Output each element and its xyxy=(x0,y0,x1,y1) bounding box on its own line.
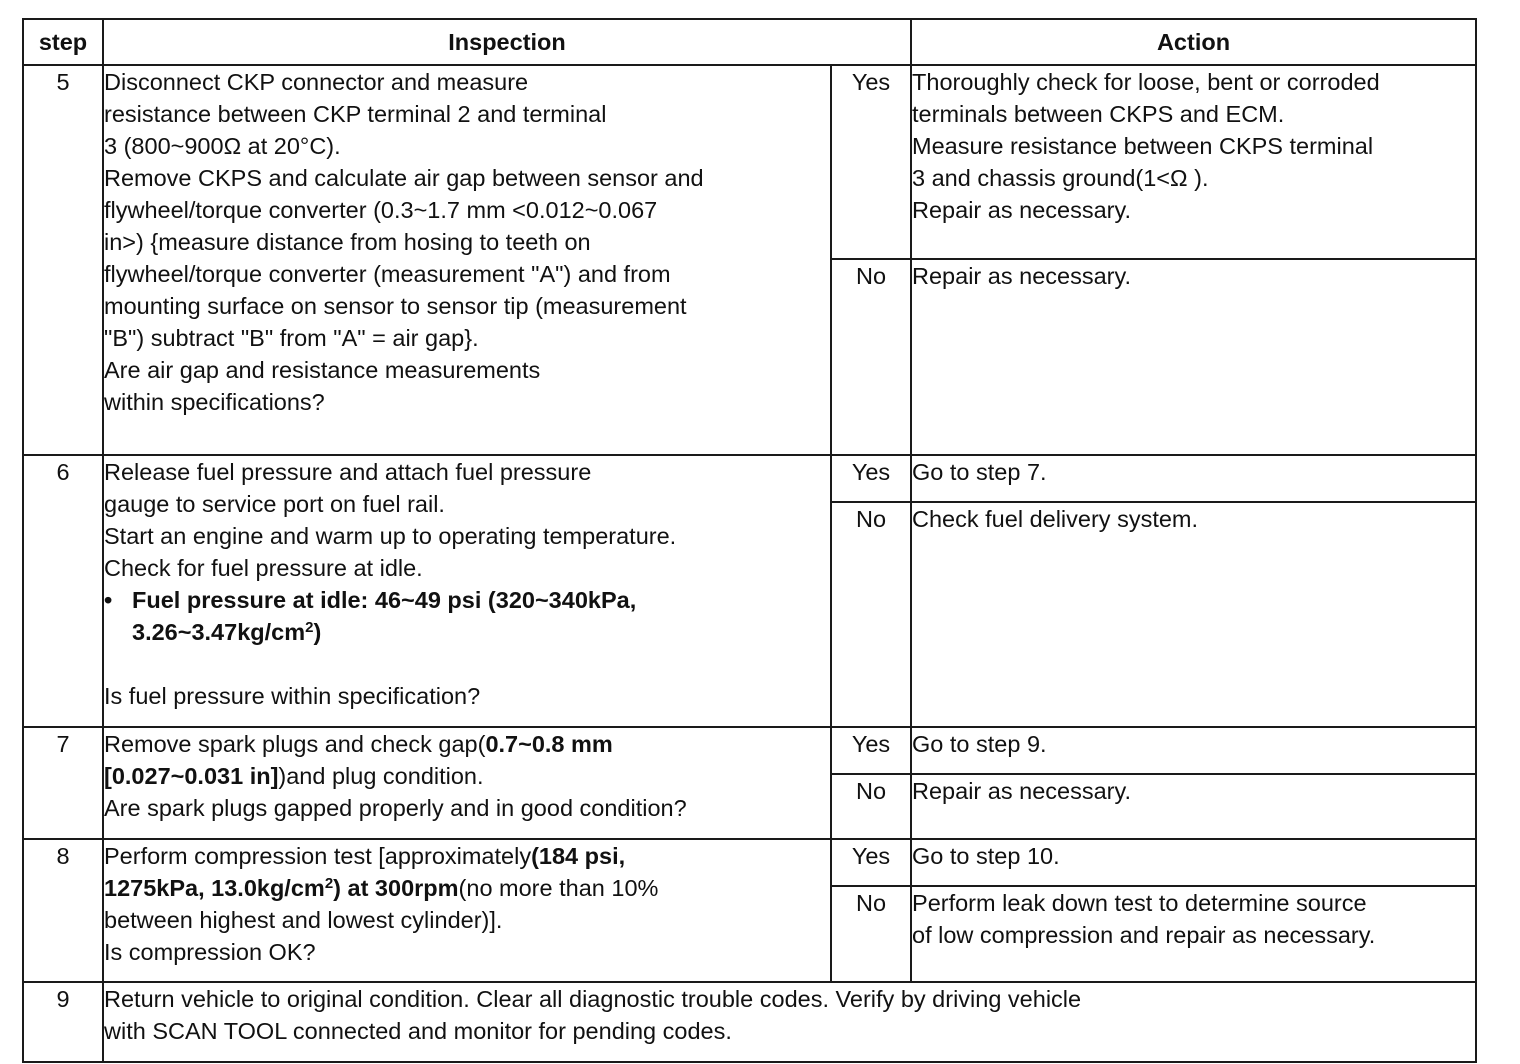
inspection-line xyxy=(104,728,830,760)
action-line: 3 and chassis ground(1<Ω ). xyxy=(912,165,1209,191)
no-action-cell xyxy=(911,774,1476,839)
no-action-cell xyxy=(911,886,1476,982)
step-number: 8 xyxy=(23,839,103,982)
inspection-line xyxy=(104,840,830,872)
compression-spec: 1275kPa, 13.0kg/cm xyxy=(104,875,325,901)
yes-label: Yes xyxy=(831,839,911,886)
no-label: No xyxy=(831,886,911,982)
inspection-text: Perform compression test [approximately xyxy=(104,843,532,869)
spec-bullet: • Fuel pressure at idle: 46~49 psi (320~340kPa, xyxy=(104,584,830,616)
header-action: Action xyxy=(911,19,1476,65)
yes-action-cell xyxy=(911,455,1476,502)
step-row-7 xyxy=(23,727,1476,774)
yes-label: Yes xyxy=(831,455,911,502)
no-action-cell xyxy=(911,259,1476,455)
step-row-5 xyxy=(23,65,1476,259)
inspection-line: Release fuel pressure and attach fuel pressure xyxy=(104,459,592,485)
header-row xyxy=(23,19,1476,65)
inspection-line: 3 (800~900Ω at 20°C). xyxy=(104,133,341,159)
step-number: 9 xyxy=(23,982,103,1062)
spec-value: 3.26~3.47kg/cm xyxy=(132,619,306,645)
inspection-line: gauge to service port on fuel rail. xyxy=(104,491,445,517)
yes-action-cell xyxy=(911,839,1476,886)
step-row-8 xyxy=(23,839,1476,886)
action-line: terminals between CKPS and ECM. xyxy=(912,101,1285,127)
gap-spec-inches: [0.027~0.031 in] xyxy=(104,763,279,789)
step-row-9 xyxy=(23,982,1476,1062)
diagnostic-table xyxy=(22,18,1477,1063)
action-line: Measure resistance between CKPS terminal xyxy=(912,133,1374,159)
inspection-cell xyxy=(103,727,831,839)
inspection-line: Are air gap and resistance measurements xyxy=(104,357,541,383)
yes-action-cell xyxy=(911,727,1476,774)
yes-label: Yes xyxy=(831,727,911,774)
inspection-line xyxy=(104,760,830,792)
spec-bullet-continuation xyxy=(104,616,830,648)
inspection-line: in>) {measure distance from hosing to teeth on xyxy=(104,229,591,255)
inspection-line xyxy=(104,872,830,904)
spacer xyxy=(104,648,830,680)
inspection-line: Disconnect CKP connector and measure xyxy=(104,69,529,95)
no-label: No xyxy=(831,259,911,455)
action-line: Check fuel delivery system. xyxy=(912,506,1199,532)
inspection-line: resistance between CKP terminal 2 and terminal xyxy=(104,101,607,127)
header-step: step xyxy=(23,19,103,65)
step-number: 7 xyxy=(23,727,103,839)
inspection-line: flywheel/torque converter (0.3~1.7 mm <0.012~0.067 xyxy=(104,197,658,223)
yes-action-cell xyxy=(911,65,1476,259)
no-action-cell xyxy=(911,502,1476,727)
final-step-line: with SCAN TOOL connected and monitor for pending codes. xyxy=(104,1018,732,1044)
inspection-line: flywheel/torque converter (measurement "A") and from xyxy=(104,261,671,287)
action-line: Repair as necessary. xyxy=(912,263,1132,289)
action-line: Repair as necessary. xyxy=(912,197,1132,223)
superscript: 2 xyxy=(305,619,314,636)
final-step-cell xyxy=(103,982,1476,1062)
inspection-cell xyxy=(103,65,831,455)
gap-spec: 0.7~0.8 mm xyxy=(485,731,613,757)
action-line: of low compression and repair as necessary. xyxy=(912,922,1376,948)
step-row-6 xyxy=(23,455,1476,502)
inspection-line: Are spark plugs gapped properly and in good condition? xyxy=(104,795,687,821)
action-line: Perform leak down test to determine source xyxy=(912,890,1367,916)
no-label: No xyxy=(831,502,911,727)
action-line: Go to step 10. xyxy=(912,843,1060,869)
yes-label: Yes xyxy=(831,65,911,259)
spec-value-end: ) xyxy=(313,619,322,645)
inspection-line: "B") subtract "B" from "A" = air gap}. xyxy=(104,325,479,351)
final-step-line: Return vehicle to original condition. Clear all diagnostic trouble codes. Verify by driving vehicle xyxy=(104,986,1082,1012)
inspection-line: mounting surface on sensor to sensor tip (measurement xyxy=(104,293,687,319)
inspection-text: (no more than 10% xyxy=(458,875,659,901)
inspection-line: Is compression OK? xyxy=(104,939,316,965)
step-number: 5 xyxy=(23,65,103,455)
inspection-line: within specifications? xyxy=(104,389,325,415)
action-line: Thoroughly check for loose, bent or corroded xyxy=(912,69,1380,95)
inspection-cell xyxy=(103,839,831,982)
inspection-line: between highest and lowest cylinder)]. xyxy=(104,907,503,933)
inspection-text: Remove spark plugs and check gap( xyxy=(104,731,486,757)
step-number: 6 xyxy=(23,455,103,727)
inspection-question: Is fuel pressure within specification? xyxy=(104,683,481,709)
inspection-line: Check for fuel pressure at idle. xyxy=(104,555,423,581)
action-line: Go to step 9. xyxy=(912,731,1047,757)
inspection-text: )and plug condition. xyxy=(278,763,484,789)
compression-rpm: ) at 300rpm xyxy=(333,875,459,901)
no-label: No xyxy=(831,774,911,839)
inspection-line: Start an engine and warm up to operating temperature. xyxy=(104,523,677,549)
inspection-cell xyxy=(103,455,831,727)
inspection-line: Remove CKPS and calculate air gap between sensor and xyxy=(104,165,704,191)
superscript: 2 xyxy=(324,875,334,892)
action-line: Repair as necessary. xyxy=(912,778,1132,804)
compression-spec: (184 psi, xyxy=(531,843,626,869)
header-inspection: Inspection xyxy=(103,19,911,65)
action-line: Go to step 7. xyxy=(912,459,1047,485)
